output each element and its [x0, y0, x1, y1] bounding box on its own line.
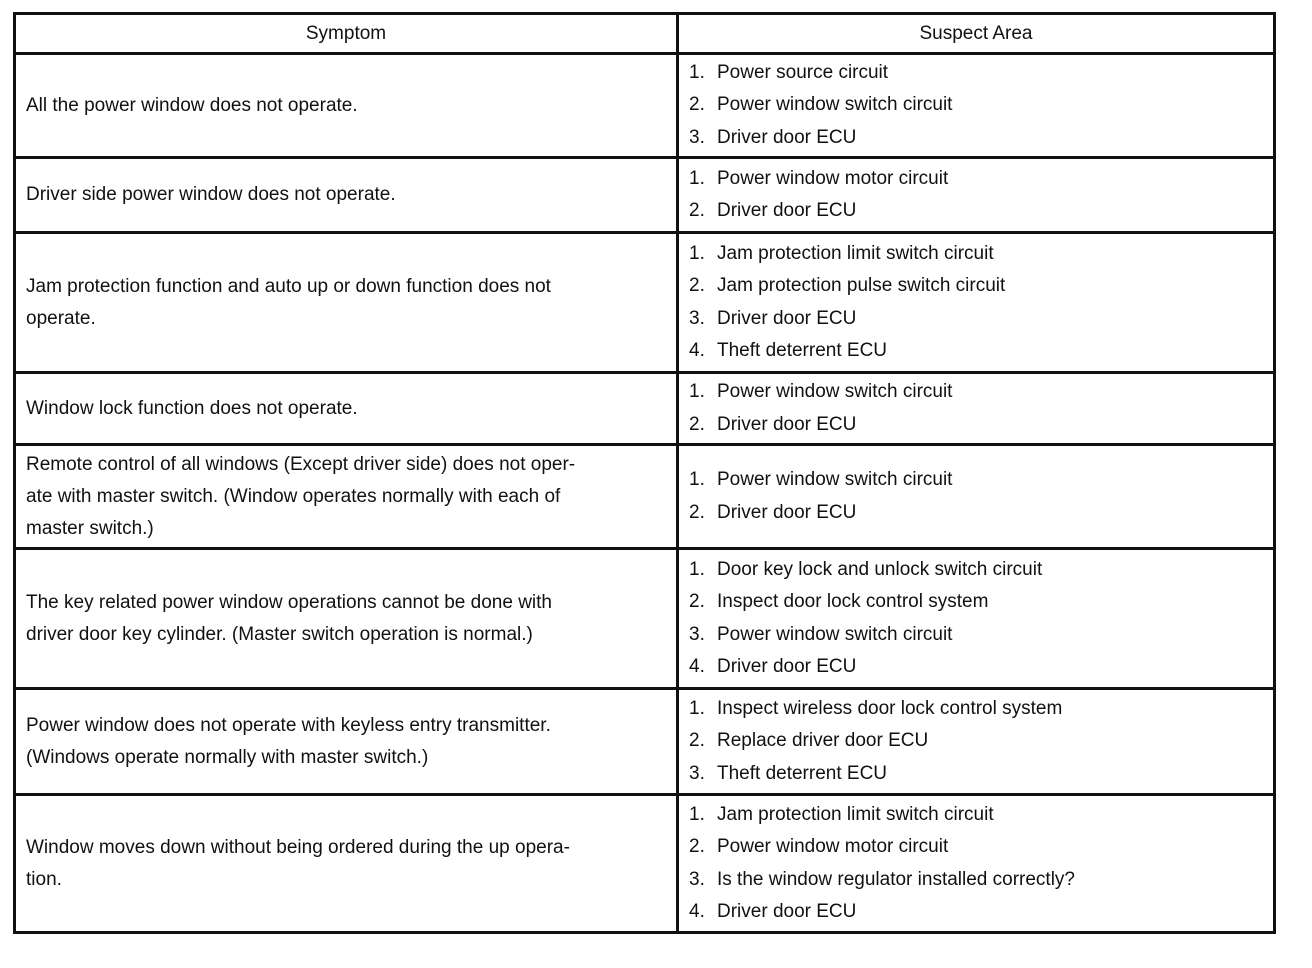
item-text: Power window switch circuit	[717, 381, 953, 402]
item-text: Jam protection limit switch circuit	[717, 242, 994, 264]
suspect-item	[689, 554, 1263, 587]
symptom-cell	[15, 445, 678, 549]
item-text: Driver door ECU	[717, 200, 857, 221]
item-text: Power window motor circuit	[717, 167, 949, 189]
item-number: 4.	[689, 340, 705, 361]
symptom-table	[13, 12, 1276, 934]
symptom-cell	[15, 689, 678, 795]
item-text: Driver door ECU	[717, 901, 857, 922]
suspect-area-cell	[678, 54, 1275, 158]
suspect-item	[689, 376, 1263, 409]
suspect-item	[689, 619, 1263, 652]
suspect-item	[689, 409, 1263, 442]
item-text: Driver door ECU	[717, 501, 857, 523]
suspect-item	[689, 89, 1263, 122]
item-number: 1.	[689, 61, 705, 83]
item-number: 4.	[689, 901, 705, 922]
suspect-item	[689, 335, 1263, 368]
item-number: 3.	[689, 623, 705, 645]
suspect-area-header: Suspect Area	[678, 14, 1275, 54]
suspect-area-cell	[678, 549, 1275, 689]
table-row	[15, 54, 1275, 158]
symptom-cell	[15, 373, 678, 445]
suspect-item	[689, 464, 1263, 497]
symptom-line: The key related power window operations cannot be done with	[26, 591, 552, 613]
table-row	[15, 549, 1275, 689]
suspect-item	[689, 831, 1263, 864]
suspect-item	[689, 693, 1263, 726]
suspect-item	[689, 195, 1263, 228]
item-text: Replace driver door ECU	[717, 730, 929, 752]
item-number: 2.	[689, 275, 705, 296]
suspect-item	[689, 651, 1263, 684]
symptom-line: Jam protection function and auto up or down function does not	[26, 275, 551, 297]
symptom-header: Symptom	[15, 14, 678, 54]
suspect-item	[689, 303, 1263, 336]
item-number: 1.	[689, 242, 705, 264]
item-number: 1.	[689, 381, 705, 402]
symptom-line: (Windows operate normally with master switch.)	[26, 746, 429, 768]
symptom-line: Window moves down without being ordered during the up opera-	[26, 836, 570, 858]
symptom-cell	[15, 158, 678, 233]
symptom-line: Driver side power window does not operate.	[26, 184, 396, 205]
item-number: 2.	[689, 591, 705, 612]
item-text: Inspect door lock control system	[717, 591, 989, 612]
table-row	[15, 158, 1275, 233]
item-number: 2.	[689, 413, 705, 435]
item-text: Power window switch circuit	[717, 623, 953, 645]
item-number: 2.	[689, 501, 705, 523]
item-text: Driver door ECU	[717, 307, 857, 329]
item-number: 2.	[689, 730, 705, 752]
item-text: Is the window regulator installed correctly?	[717, 868, 1076, 890]
symptom-line: Remote control of all windows (Except driver side) does not oper-	[26, 453, 576, 475]
item-number: 3.	[689, 126, 705, 148]
item-text: Theft deterrent ECU	[717, 762, 888, 784]
table-row	[15, 795, 1275, 933]
suspect-area-cell	[678, 158, 1275, 233]
table-row	[15, 233, 1275, 373]
symptom-line: All the power window does not operate.	[26, 94, 358, 116]
item-number: 1.	[689, 167, 705, 189]
symptom-line: tion.	[26, 868, 62, 890]
item-text: Power source circuit	[717, 61, 889, 83]
suspect-item	[689, 864, 1263, 897]
suspect-item	[689, 238, 1263, 271]
suspect-item	[689, 586, 1263, 619]
item-text: Jam protection limit switch circuit	[717, 803, 994, 825]
suspect-area-cell	[678, 373, 1275, 445]
symptom-line: operate.	[26, 307, 96, 329]
item-number: 1.	[689, 697, 705, 719]
table-row	[15, 445, 1275, 549]
item-text: Jam protection pulse switch circuit	[717, 275, 1006, 296]
symptom-line: Power window does not operate with keyless entry transmitter.	[26, 714, 551, 736]
suspect-item	[689, 799, 1263, 832]
suspect-item	[689, 896, 1263, 929]
suspect-item	[689, 57, 1263, 90]
suspect-item	[689, 725, 1263, 758]
suspect-item	[689, 758, 1263, 791]
symptom-cell	[15, 233, 678, 373]
symptom-line: ate with master switch. (Window operates normally with each of	[26, 485, 561, 507]
symptom-cell	[15, 549, 678, 689]
suspect-item	[689, 163, 1263, 196]
symptom-line: Window lock function does not operate.	[26, 397, 358, 419]
suspect-area-cell	[678, 795, 1275, 933]
item-number: 2.	[689, 836, 705, 857]
item-number: 3.	[689, 868, 705, 890]
table-row	[15, 689, 1275, 795]
item-number: 1.	[689, 469, 705, 490]
item-text: Driver door ECU	[717, 656, 857, 677]
item-number: 3.	[689, 307, 705, 329]
suspect-area-cell	[678, 445, 1275, 549]
table-row	[15, 373, 1275, 445]
suspect-item	[689, 270, 1263, 303]
item-text: Door key lock and unlock switch circuit	[717, 558, 1043, 580]
item-number: 1.	[689, 803, 705, 825]
symptom-cell	[15, 54, 678, 158]
item-text: Power window motor circuit	[717, 836, 949, 857]
item-text: Power window switch circuit	[717, 469, 953, 490]
item-number: 2.	[689, 200, 705, 221]
item-number: 3.	[689, 762, 705, 784]
suspect-item	[689, 497, 1263, 530]
item-number: 1.	[689, 558, 705, 580]
item-text: Driver door ECU	[717, 413, 857, 435]
item-number: 2.	[689, 94, 705, 116]
item-text: Inspect wireless door lock control system	[717, 697, 1063, 719]
item-text: Driver door ECU	[717, 126, 857, 148]
item-text: Theft deterrent ECU	[717, 340, 888, 361]
header-row	[15, 14, 1275, 54]
suspect-area-cell	[678, 689, 1275, 795]
symptom-cell	[15, 795, 678, 933]
item-text: Power window switch circuit	[717, 94, 953, 116]
item-number: 4.	[689, 656, 705, 677]
symptom-line: driver door key cylinder. (Master switch operation is normal.)	[26, 623, 533, 645]
suspect-item	[689, 122, 1263, 155]
symptom-line: master switch.)	[26, 517, 154, 539]
suspect-area-cell	[678, 233, 1275, 373]
